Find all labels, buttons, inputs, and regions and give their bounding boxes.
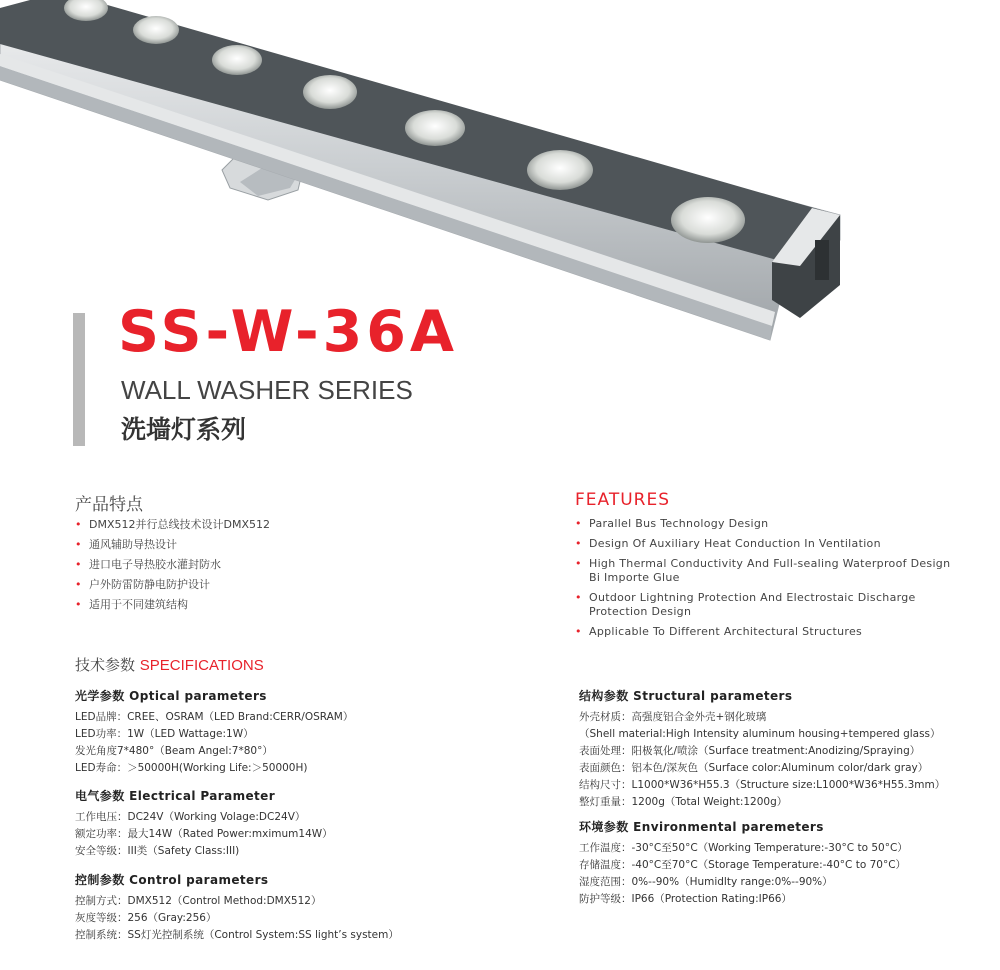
- bullet-icon: •: [75, 518, 82, 531]
- spec-line: 整灯重量：1200g（Total Weight:1200g）: [579, 796, 788, 808]
- structural-parameters: [579, 687, 945, 811]
- features-list-cn: [75, 518, 270, 618]
- group-title: 光学参数 Optical parameters: [75, 689, 267, 703]
- electrical-parameters: [75, 787, 333, 860]
- group-title: 电气参数 Electrical Parameter: [75, 789, 276, 803]
- bullet-icon: •: [75, 598, 82, 611]
- bullet-icon: •: [575, 517, 582, 530]
- environmental-parameters: [579, 818, 908, 908]
- spec-line: （Shell material:High Intensity aluminum housing+tempered glass）: [579, 728, 941, 740]
- accent-bar: [73, 313, 85, 446]
- spec-line: 表面颜色：铝本色/深灰色（Surface color:Aluminum color/dark gray）: [579, 762, 929, 774]
- control-parameters: [75, 871, 399, 944]
- spec-line: 发光角度7*480°（Beam Angel:7*80°）: [75, 745, 273, 757]
- product-image: [0, 0, 1000, 350]
- model-title: SS-W-36A: [118, 299, 459, 365]
- group-title: 环境参数 Environmental paremeters: [579, 820, 824, 834]
- spec-line: LED寿命：＞50000H(Working Life:＞50000H): [75, 762, 308, 774]
- list-item: • Applicable To Different Architectural Structures: [575, 625, 863, 638]
- list-item: • 户外防雷防静电防护设计: [75, 578, 210, 591]
- bullet-icon: •: [575, 591, 582, 604]
- specifications-title-cn: 技术参数: [75, 656, 136, 674]
- list-item: • DMX512并行总线技术设计DMX512: [75, 518, 270, 531]
- list-item: • 进口电子导热胶水灌封防水: [75, 558, 221, 571]
- series-title-cn: 洗墙灯系列: [121, 415, 247, 444]
- spec-line: 灰度等级：256（Gray:256）: [75, 912, 217, 924]
- spec-line: 额定功率：最大14W（Rated Power:mximum14W）: [75, 828, 333, 840]
- specifications-title-en: SPECIFICATIONS: [139, 657, 264, 674]
- bullet-icon: •: [575, 625, 582, 638]
- features-title-en: FEATURES: [575, 490, 671, 510]
- spec-line: 控制系统：SS灯光控制系统（Control System:SS light’s system）: [75, 929, 399, 941]
- spec-line: 外壳材质：高强度铝合金外壳+钢化玻璃: [579, 711, 767, 723]
- spec-line: 工作电压：DC24V（Working Volage:DC24V）: [75, 811, 306, 823]
- features-title-cn: 产品特点: [75, 495, 143, 515]
- spec-line: 防护等级：IP66（Protection Rating:IP66）: [579, 893, 792, 905]
- spec-line: 控制方式：DMX512（Control Method:DMX512）: [75, 895, 322, 907]
- spec-line: 安全等级：III类（Safety Class:III): [75, 845, 240, 857]
- bullet-icon: •: [75, 578, 82, 591]
- spec-line: 结构尺寸：L1000*W36*H55.3（Structure size:L1000*W36*H55.3mm）: [579, 779, 946, 791]
- spec-line: 湿度范围：0%--90%（Humidlty range:0%--90%）: [579, 876, 833, 888]
- group-title: 控制参数 Control parameters: [75, 873, 269, 887]
- group-title: 结构参数 Structural parameters: [579, 689, 793, 703]
- bullet-icon: •: [75, 558, 82, 571]
- bullet-icon: •: [75, 538, 82, 551]
- spec-line: 工作温度：-30°C至50°C（Working Temperature:-30°C to 50°C）: [579, 842, 908, 854]
- list-item: • Design Of Auxiliary Heat Conduction In Ventilation: [575, 537, 881, 550]
- spec-line: LED功率：1W（LED Wattage:1W）: [75, 728, 254, 740]
- spec-line: LED品牌：CREE、OSRAM（LED Brand:CERR/OSRAM）: [75, 711, 354, 723]
- bullet-icon: •: [575, 537, 582, 550]
- list-item: • 通风辅助导热设计: [75, 538, 177, 551]
- bullet-icon: •: [575, 557, 582, 570]
- list-item: • 适用于不同建筑结构: [75, 598, 188, 611]
- spec-line: 存储温度：-40°C至70°C（Storage Temperature:-40°C to 70°C）: [579, 859, 907, 871]
- series-title-en: WALL WASHER SERIES: [121, 375, 413, 405]
- list-item: • Outdoor Lightning Protection And Electrostaic Discharge Protection Design: [575, 591, 916, 618]
- spec-line: 表面处理：阳极氧化/喷涂（Surface treatment:Anodizing/Spraying）: [579, 745, 921, 757]
- list-item: • Parallel Bus Technology Design: [575, 517, 769, 530]
- optical-parameters: [75, 687, 353, 777]
- features-list-en: [575, 517, 955, 645]
- specifications-title: [75, 654, 264, 675]
- list-item: • High Thermal Conductivity And Full-sealing Waterproof Design Bi Importe Glue: [575, 557, 951, 584]
